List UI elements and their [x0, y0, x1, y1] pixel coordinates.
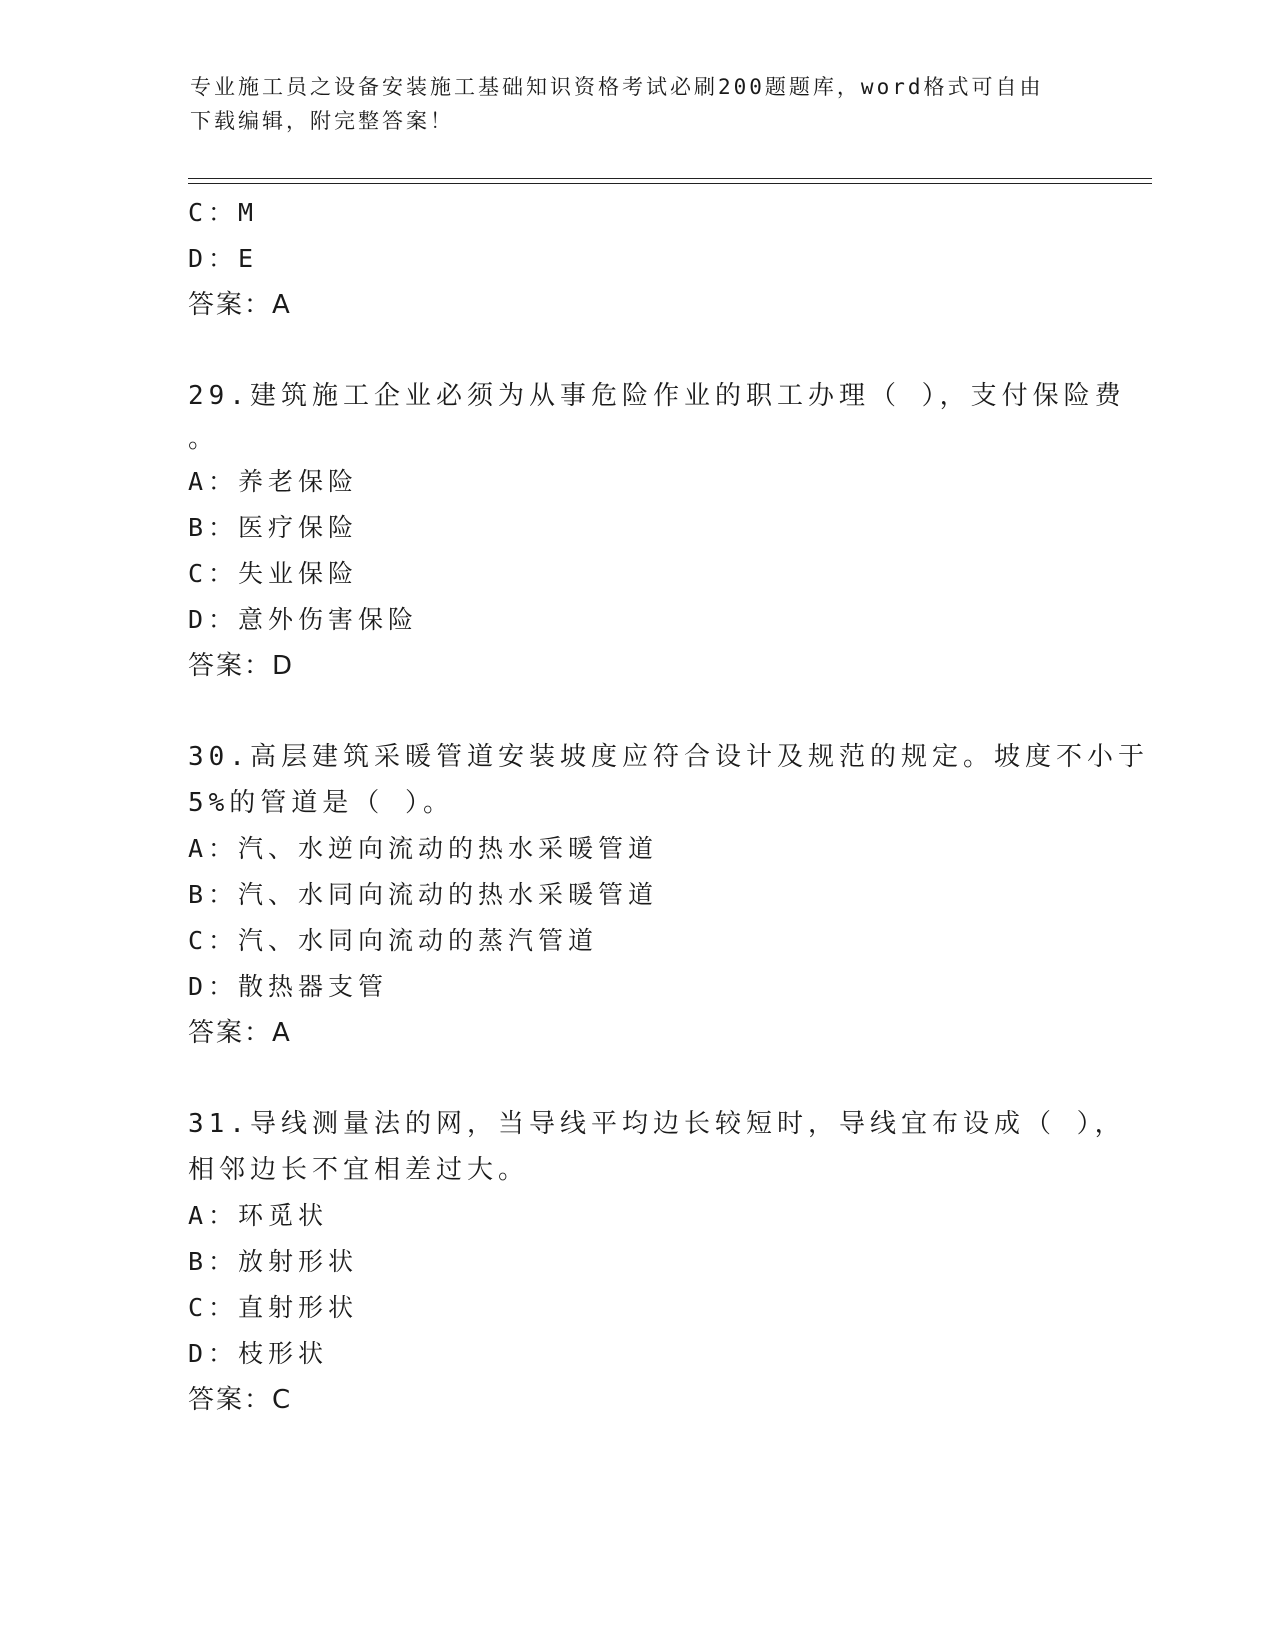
question-29: [188, 373, 1126, 689]
option-c: C：直射形状: [188, 1293, 359, 1322]
question-text-line-2: 5%的管道是（ ）。: [188, 788, 454, 818]
question-text-line-1: 30.高层建筑采暖管道安装坡度应符合设计及规范的规定。坡度不小于: [188, 742, 1149, 772]
document-header: [190, 70, 1090, 138]
option-a: A：养老保险: [188, 467, 359, 496]
previous-question-tail: [188, 190, 1088, 328]
question-30: [188, 734, 1149, 1056]
header-rule-top: [188, 178, 1152, 179]
question-31: [188, 1101, 1126, 1423]
option-d: D：散热器支管: [188, 972, 389, 1001]
header-rule-bottom: [188, 183, 1152, 184]
option-d: D：E: [188, 244, 259, 273]
question-text-line-1: 29.建筑施工企业必须为从事危险作业的职工办理（ ），支付保险费: [188, 381, 1126, 411]
option-c: C：M: [188, 198, 259, 227]
question-content: [188, 190, 1149, 1423]
header-line-2: 下载编辑，附完整答案！: [190, 109, 454, 133]
header-line-1: 专业施工员之设备安装施工基础知识资格考试必刷200题题库，word格式可自由: [190, 75, 1044, 99]
option-a: A：汽、水逆向流动的热水采暖管道: [188, 834, 659, 863]
answer-line: 答案：C: [188, 1385, 293, 1415]
option-d: D：意外伤害保险: [188, 605, 419, 634]
question-text-line-1: 31.导线测量法的网，当导线平均边长较短时，导线宜布设成（ ），: [188, 1109, 1126, 1139]
option-a: A：环觅状: [188, 1201, 329, 1230]
option-b: B：汽、水同向流动的热水采暖管道: [188, 880, 659, 909]
answer-line: 答案：A: [188, 1018, 292, 1048]
option-d: D：枝形状: [188, 1339, 329, 1368]
question-text-line-2: 相邻边长不宜相差过大。: [188, 1155, 530, 1185]
option-b: B：放射形状: [188, 1247, 359, 1276]
answer-line: 答案：A: [188, 290, 292, 320]
question-text-line-2: 。: [188, 424, 220, 454]
option-c: C：汽、水同向流动的蒸汽管道: [188, 926, 599, 955]
answer-line: 答案：D: [188, 651, 295, 681]
option-b: B：医疗保险: [188, 513, 359, 542]
option-c: C：失业保险: [188, 559, 359, 588]
